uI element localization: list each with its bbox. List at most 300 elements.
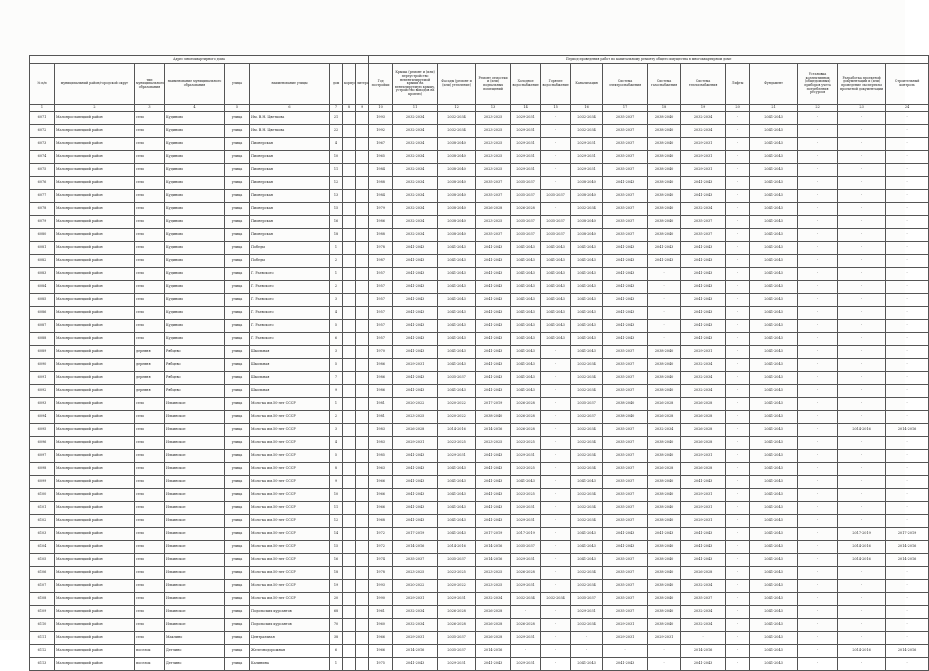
table-cell: 2014-2016 bbox=[438, 424, 476, 437]
table-cell: 2035-2037 bbox=[603, 125, 648, 138]
table-cell: 2029-2031 bbox=[681, 450, 726, 463]
table-cell: 2041-2043 bbox=[476, 320, 511, 333]
table-cell: село bbox=[135, 398, 165, 411]
table-cell: 2038-2040 bbox=[648, 437, 681, 450]
table-cell: Г. Раевского bbox=[250, 268, 330, 281]
table-cell bbox=[356, 567, 369, 580]
table-cell: 2026-2028 bbox=[511, 203, 541, 216]
table-cell: 2032-2034 bbox=[571, 489, 603, 502]
column-number: 6 bbox=[250, 105, 330, 112]
table-cell: 6095 bbox=[30, 424, 55, 437]
table-cell: - bbox=[838, 203, 886, 216]
table-cell: 5 bbox=[330, 450, 343, 463]
table-cell: 2035-2037 bbox=[603, 580, 648, 593]
table-cell: 2026-2028 bbox=[648, 411, 681, 424]
table-cell: Победы bbox=[250, 255, 330, 268]
table-cell: 2035-2037 bbox=[511, 177, 541, 190]
table-cell: Кудиново bbox=[165, 268, 225, 281]
table-cell: Кудиново bbox=[165, 151, 225, 164]
table-cell: 2041-2043 bbox=[571, 528, 603, 541]
table-cell: 2041-2043 bbox=[571, 554, 603, 567]
table-cell: 2032-2034 bbox=[571, 580, 603, 593]
table-cell bbox=[356, 554, 369, 567]
table-cell: 2041-2043 bbox=[571, 268, 603, 281]
table-cell: Малоярославецкий район bbox=[55, 307, 135, 320]
table-cell: - bbox=[886, 151, 929, 164]
table-cell: 2041-2043 bbox=[393, 294, 438, 307]
table-cell: 2038-2040 bbox=[648, 606, 681, 619]
table-cell: 1957 bbox=[369, 320, 393, 333]
table-cell: Кудиново bbox=[165, 242, 225, 255]
table-cell: Ильинское bbox=[165, 398, 225, 411]
table-cell: улица bbox=[225, 385, 250, 398]
table-cell: - bbox=[726, 164, 750, 177]
table-cell: Рябцево bbox=[165, 385, 225, 398]
table-cell: 2041-2043 bbox=[511, 255, 541, 268]
table-cell: 6112 bbox=[30, 645, 55, 658]
table-cell bbox=[343, 632, 356, 645]
table-cell: 2041-2043 bbox=[438, 294, 476, 307]
table-cell bbox=[356, 476, 369, 489]
table-cell: 2032-2034 bbox=[681, 359, 726, 372]
table-cell: 2023-2025 bbox=[476, 437, 511, 450]
table-cell: - bbox=[886, 138, 929, 151]
table-cell: 2026-2028 bbox=[476, 632, 511, 645]
table-row bbox=[30, 346, 929, 359]
table-cell: Малоярославецкий район bbox=[55, 138, 135, 151]
table-cell: 4 bbox=[330, 307, 343, 320]
table-cell: 2038-2040 bbox=[648, 372, 681, 385]
table-cell bbox=[343, 177, 356, 190]
table-cell: - bbox=[886, 619, 929, 632]
table-cell: 2017-2019 bbox=[838, 528, 886, 541]
table-cell: 12 bbox=[330, 177, 343, 190]
table-cell: 2041-2043 bbox=[438, 333, 476, 346]
table-cell: Малоярославецкий район bbox=[55, 320, 135, 333]
table-cell: 2032-2034 bbox=[571, 619, 603, 632]
table-cell: 2041-2043 bbox=[571, 281, 603, 294]
table-cell: - bbox=[541, 346, 571, 359]
table-cell: - bbox=[726, 255, 750, 268]
table-cell: 6099 bbox=[30, 476, 55, 489]
table-cell: - bbox=[726, 463, 750, 476]
table-cell: Малоярославецкий район bbox=[55, 281, 135, 294]
table-cell: 2041-2043 bbox=[571, 333, 603, 346]
table-cell bbox=[356, 333, 369, 346]
table-cell: - bbox=[886, 346, 929, 359]
table-cell bbox=[356, 346, 369, 359]
table-cell: 2041-2043 bbox=[681, 294, 726, 307]
table-cell: 2041-2043 bbox=[541, 307, 571, 320]
table-cell: - bbox=[798, 255, 838, 268]
table-cell: 6085 bbox=[30, 294, 55, 307]
table-cell: 2014-2016 bbox=[393, 541, 438, 554]
table-cell: 2041-2043 bbox=[648, 242, 681, 255]
table-cell: Малоярославецкий район bbox=[55, 242, 135, 255]
table-cell: 2029-2031 bbox=[393, 593, 438, 606]
table-cell: 2017-2019 bbox=[476, 528, 511, 541]
table-cell: 19 bbox=[330, 580, 343, 593]
table-cell: 2041-2043 bbox=[571, 658, 603, 671]
table-cell: улица bbox=[225, 255, 250, 268]
table-cell: 1993 bbox=[369, 112, 393, 125]
table-cell: 2029-2031 bbox=[438, 593, 476, 606]
table-cell: 2026-2028 bbox=[681, 437, 726, 450]
table-cell: Малоярославецкий район bbox=[55, 190, 135, 203]
table-cell: 1966 bbox=[369, 632, 393, 645]
table-cell: - bbox=[726, 242, 750, 255]
table-cell: 2041-2043 bbox=[393, 476, 438, 489]
column-number: 4 bbox=[165, 105, 225, 112]
table-cell: - bbox=[648, 320, 681, 333]
table-cell: 2032-2034 bbox=[438, 125, 476, 138]
table-row bbox=[30, 645, 929, 658]
table-cell: 1979 bbox=[369, 203, 393, 216]
table-cell: село bbox=[135, 138, 165, 151]
table-cell: улица bbox=[225, 424, 250, 437]
table-cell: 6080 bbox=[30, 229, 55, 242]
table-cell: улица bbox=[225, 541, 250, 554]
table-cell: 2035-2037 bbox=[603, 359, 648, 372]
table-cell: 6110 bbox=[30, 619, 55, 632]
table-cell: - bbox=[648, 294, 681, 307]
table-cell: - bbox=[886, 333, 929, 346]
table-cell bbox=[343, 151, 356, 164]
table-row bbox=[30, 242, 929, 255]
table-cell: - bbox=[726, 424, 750, 437]
table-cell: 10 bbox=[330, 489, 343, 502]
table-cell: 2041-2043 bbox=[603, 281, 648, 294]
table-cell: - bbox=[541, 151, 571, 164]
table-cell: Ильинское bbox=[165, 567, 225, 580]
table-cell: 6077 bbox=[30, 190, 55, 203]
table-cell: Кудиново bbox=[165, 320, 225, 333]
table-cell: 2035-2037 bbox=[511, 229, 541, 242]
table-cell: Пионерская bbox=[250, 177, 330, 190]
table-cell: 2023-2025 bbox=[438, 567, 476, 580]
table-cell: 2041-2043 bbox=[541, 268, 571, 281]
table-cell: улица bbox=[225, 567, 250, 580]
table-cell: 1974 bbox=[369, 554, 393, 567]
table-cell: 2041-2043 bbox=[438, 359, 476, 372]
table-cell: 2041-2043 bbox=[750, 515, 798, 528]
table-cell: 2038-2040 bbox=[648, 593, 681, 606]
table-cell: 2035-2037 bbox=[393, 554, 438, 567]
works-group-header: Период проведения работ по капитальному ремонту общего имущества в многоквартирном доме bbox=[369, 56, 929, 64]
table-cell: 1983 bbox=[369, 424, 393, 437]
table-cell: село bbox=[135, 151, 165, 164]
table-cell: 1960 bbox=[369, 619, 393, 632]
table-cell bbox=[356, 437, 369, 450]
table-cell: Им. В.Н. Цветкова bbox=[250, 112, 330, 125]
table-cell: 6111 bbox=[30, 632, 55, 645]
table-cell: Кудиново bbox=[165, 216, 225, 229]
table-cell: 2026-2028 bbox=[681, 424, 726, 437]
table-cell: Ильинское bbox=[165, 476, 225, 489]
table-cell: Моло-ка им.50-лет СССР bbox=[250, 463, 330, 476]
column-header: дом bbox=[330, 64, 343, 105]
table-cell: 2041-2043 bbox=[750, 359, 798, 372]
table-cell bbox=[343, 138, 356, 151]
table-cell: 2035-2037 bbox=[603, 502, 648, 515]
table-cell: - bbox=[798, 112, 838, 125]
table-cell: 2041-2043 bbox=[603, 528, 648, 541]
table-cell bbox=[343, 125, 356, 138]
table-cell: - bbox=[886, 190, 929, 203]
column-number: 2 bbox=[55, 105, 135, 112]
table-cell: Кудиново bbox=[165, 307, 225, 320]
table-cell: 2041-2043 bbox=[603, 307, 648, 320]
table-cell: 2023-2025 bbox=[393, 567, 438, 580]
table-row bbox=[30, 528, 929, 541]
table-cell: Малоярославецкий район bbox=[55, 125, 135, 138]
table-cell: - bbox=[886, 359, 929, 372]
table-cell: - bbox=[798, 229, 838, 242]
table-cell: 2038-2040 bbox=[648, 203, 681, 216]
table-cell: 4 bbox=[330, 437, 343, 450]
column-header: наименование улицы bbox=[250, 64, 330, 105]
table-cell: 2041-2043 bbox=[571, 307, 603, 320]
table-cell: 2029-2031 bbox=[681, 138, 726, 151]
table-cell: 2032-2034 bbox=[393, 619, 438, 632]
column-header: муниципальный район/городской округ bbox=[55, 64, 135, 105]
table-cell: Г. Раевского bbox=[250, 307, 330, 320]
table-cell: - bbox=[726, 372, 750, 385]
table-cell: 6075 bbox=[30, 164, 55, 177]
table-cell: 2041-2043 bbox=[750, 307, 798, 320]
table-cell: 2041-2043 bbox=[511, 476, 541, 489]
table-cell: - bbox=[838, 502, 886, 515]
table-cell: 6 bbox=[330, 333, 343, 346]
table-cell: Малоярославецкий район bbox=[55, 372, 135, 385]
table-cell: 2023-2025 bbox=[511, 489, 541, 502]
table-cell: 2041-2043 bbox=[541, 333, 571, 346]
table-cell: 2041-2043 bbox=[571, 294, 603, 307]
table-cell: 2041-2043 bbox=[648, 528, 681, 541]
table-cell: - bbox=[886, 515, 929, 528]
table-cell: село bbox=[135, 515, 165, 528]
table-cell: 1957 bbox=[369, 268, 393, 281]
table-cell: 2041-2043 bbox=[476, 346, 511, 359]
table-cell: - bbox=[886, 229, 929, 242]
table-cell: 2029-2031 bbox=[681, 515, 726, 528]
table-cell: - bbox=[838, 515, 886, 528]
table-cell: село bbox=[135, 216, 165, 229]
table-cell: 2038-2040 bbox=[648, 216, 681, 229]
table-cell: - bbox=[838, 593, 886, 606]
table-cell: 2041-2043 bbox=[438, 307, 476, 320]
table-cell: 2041-2043 bbox=[681, 255, 726, 268]
table-cell: - bbox=[798, 463, 838, 476]
table-cell: 2041-2043 bbox=[393, 281, 438, 294]
table-cell: 2026-2028 bbox=[648, 463, 681, 476]
table-row bbox=[30, 515, 929, 528]
table-cell: 2020-2022 bbox=[438, 398, 476, 411]
table-cell: 2041-2043 bbox=[438, 255, 476, 268]
table-cell: 20 bbox=[330, 593, 343, 606]
table-cell: 2041-2043 bbox=[511, 281, 541, 294]
table-cell: 2026-2028 bbox=[438, 619, 476, 632]
table-cell: - bbox=[838, 437, 886, 450]
table-cell: 2035-2037 bbox=[603, 229, 648, 242]
table-cell: 1966 bbox=[369, 476, 393, 489]
table-cell: улица bbox=[225, 476, 250, 489]
table-cell: 1966 bbox=[369, 645, 393, 658]
table-cell: Ильинское bbox=[165, 515, 225, 528]
table-cell: - bbox=[886, 255, 929, 268]
table-cell: 6101 bbox=[30, 502, 55, 515]
table-cell: село bbox=[135, 437, 165, 450]
table-cell: улица bbox=[225, 320, 250, 333]
table-cell: 1988 bbox=[369, 177, 393, 190]
table-cell: - bbox=[726, 619, 750, 632]
table-cell: - bbox=[886, 567, 929, 580]
table-cell: - bbox=[511, 645, 541, 658]
table-cell: село bbox=[135, 307, 165, 320]
table-cell bbox=[343, 541, 356, 554]
table-cell: 2041-2043 bbox=[476, 359, 511, 372]
table-row bbox=[30, 619, 929, 632]
table-cell: улица bbox=[225, 528, 250, 541]
table-cell: улица bbox=[225, 151, 250, 164]
table-cell: поселок bbox=[135, 658, 165, 671]
table-cell: 2029-2031 bbox=[438, 658, 476, 671]
table-cell: село bbox=[135, 580, 165, 593]
table-cell: Малоярославецкий район bbox=[55, 164, 135, 177]
table-cell: 6073 bbox=[30, 138, 55, 151]
table-cell: 2041-2043 bbox=[750, 593, 798, 606]
table-cell: 1990 bbox=[369, 593, 393, 606]
table-cell: 2035-2037 bbox=[603, 164, 648, 177]
table-cell: 2014-2016 bbox=[681, 645, 726, 658]
table-cell: - bbox=[726, 515, 750, 528]
table-cell: Железнодорожная bbox=[250, 645, 330, 658]
table-row bbox=[30, 437, 929, 450]
table-cell: - bbox=[511, 606, 541, 619]
table-cell: - bbox=[648, 645, 681, 658]
table-cell: - bbox=[541, 385, 571, 398]
table-cell: 2038-2040 bbox=[648, 489, 681, 502]
table-cell: село bbox=[135, 229, 165, 242]
table-cell: Моло-ка им.50-лет СССР bbox=[250, 411, 330, 424]
table-cell bbox=[343, 164, 356, 177]
table-cell bbox=[356, 320, 369, 333]
table-cell: - bbox=[726, 307, 750, 320]
table-cell: Малоярославецкий район bbox=[55, 554, 135, 567]
table-cell: 11 bbox=[330, 502, 343, 515]
table-cell: 2041-2043 bbox=[393, 268, 438, 281]
table-cell: 1957 bbox=[369, 281, 393, 294]
table-cell: 3 bbox=[330, 346, 343, 359]
table-cell: 1966 bbox=[369, 502, 393, 515]
table-cell: 2035-2037 bbox=[603, 346, 648, 359]
table-cell bbox=[343, 203, 356, 216]
table-cell: 2041-2043 bbox=[750, 229, 798, 242]
table-cell: 2032-2034 bbox=[511, 593, 541, 606]
column-number: 7 bbox=[330, 105, 343, 112]
table-cell: 2041-2043 bbox=[476, 255, 511, 268]
table-cell: село bbox=[135, 190, 165, 203]
table-cell: 1966 bbox=[369, 489, 393, 502]
table-cell: 2041-2043 bbox=[750, 554, 798, 567]
table-cell: 2029-2031 bbox=[603, 619, 648, 632]
table-cell: 2041-2043 bbox=[541, 294, 571, 307]
table-cell: Моло-ка им.50-лет СССР bbox=[250, 398, 330, 411]
table-cell: - bbox=[838, 255, 886, 268]
table-cell: Моло-ка им.50-лет СССР bbox=[250, 580, 330, 593]
table-cell: - bbox=[886, 580, 929, 593]
table-cell: 2041-2043 bbox=[393, 372, 438, 385]
table-cell bbox=[343, 112, 356, 125]
table-cell: 6072 bbox=[30, 125, 55, 138]
table-cell: Малоярославецкий район bbox=[55, 177, 135, 190]
column-header: улица bbox=[225, 64, 250, 105]
table-cell: 2035-2037 bbox=[438, 632, 476, 645]
table-row bbox=[30, 151, 929, 164]
table-cell: - bbox=[726, 320, 750, 333]
table-cell: 2038-2040 bbox=[438, 229, 476, 242]
table-cell bbox=[356, 177, 369, 190]
table-cell: 2 bbox=[330, 411, 343, 424]
table-cell: 2041-2043 bbox=[393, 515, 438, 528]
table-cell: 2041-2043 bbox=[511, 242, 541, 255]
table-cell: Победы bbox=[250, 242, 330, 255]
table-cell: - bbox=[541, 541, 571, 554]
table-cell: 2041-2043 bbox=[750, 476, 798, 489]
column-number: 15 bbox=[541, 105, 571, 112]
table-cell: 2041-2043 bbox=[750, 632, 798, 645]
table-cell bbox=[356, 463, 369, 476]
table-cell: - bbox=[726, 190, 750, 203]
table-cell: 2035-2037 bbox=[571, 593, 603, 606]
table-cell: село bbox=[135, 593, 165, 606]
table-cell: 2041-2043 bbox=[571, 255, 603, 268]
table-cell: 12 bbox=[330, 515, 343, 528]
table-cell: 21 bbox=[330, 112, 343, 125]
table-cell: 2032-2034 bbox=[571, 372, 603, 385]
table-cell: 2032-2034 bbox=[571, 463, 603, 476]
table-cell: 2041-2043 bbox=[476, 502, 511, 515]
column-number: 3 bbox=[135, 105, 165, 112]
table-cell: село bbox=[135, 528, 165, 541]
table-cell: - bbox=[798, 151, 838, 164]
column-number: 22 bbox=[798, 105, 838, 112]
table-cell: Им. В.Н. Цветкова bbox=[250, 125, 330, 138]
table-row bbox=[30, 424, 929, 437]
table-cell: Детчино bbox=[165, 645, 225, 658]
table-cell: - bbox=[726, 281, 750, 294]
table-cell: село bbox=[135, 489, 165, 502]
table-cell: 18 bbox=[330, 567, 343, 580]
table-cell bbox=[356, 229, 369, 242]
table-cell: 2041-2043 bbox=[438, 281, 476, 294]
table-cell: 2041-2043 bbox=[393, 333, 438, 346]
table-cell: 2032-2034 bbox=[393, 177, 438, 190]
table-cell: Малоярославецкий район bbox=[55, 463, 135, 476]
table-cell: Малоярославецкий район bbox=[55, 502, 135, 515]
table-cell: 2035-2037 bbox=[603, 424, 648, 437]
table-cell: 2041-2043 bbox=[750, 190, 798, 203]
column-header: Год постройки bbox=[369, 64, 393, 105]
table-cell: 6100 bbox=[30, 489, 55, 502]
table-cell bbox=[343, 437, 356, 450]
table-cell bbox=[343, 398, 356, 411]
table-cell: Кудиново bbox=[165, 112, 225, 125]
table-cell: 6102 bbox=[30, 515, 55, 528]
table-row bbox=[30, 658, 929, 671]
table-cell: 2026-2028 bbox=[476, 606, 511, 619]
table-cell: 2038-2040 bbox=[648, 346, 681, 359]
